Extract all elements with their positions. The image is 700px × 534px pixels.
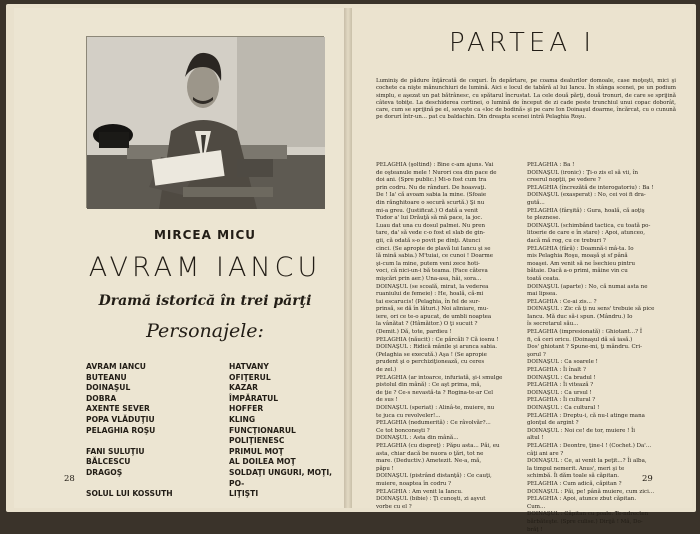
dialogue-line: voci, că nici-un-i bă teama. (Face câteva	[376, 268, 523, 276]
dialogue-line: DOINAŞUL (se scoală, mirat, la vederea	[376, 284, 523, 292]
dialogue-line: pistolul din mână) : Ce aşt prima, mă,	[376, 382, 523, 390]
dialogue-line: DOINAŞUL : Asta din mână...	[376, 435, 523, 443]
dialogue-column-left	[376, 162, 523, 511]
dialogue-line: vorbe cu el ?	[376, 504, 523, 512]
dialogue-line: Cum...	[527, 504, 677, 512]
dialogue-line: PELAGHIA (cu dispreţ) : Păpu asta... Păi, eu	[376, 443, 523, 451]
dialogue-line: PELAGHIA (ar intoarce, infuriată, şi-i smulge	[376, 375, 523, 383]
dialogue-line: de zel.)	[376, 367, 523, 375]
dialogue-line: îs secretarul său...	[527, 321, 677, 329]
cast-name: AXENTE SEVER	[86, 404, 229, 415]
dialogue-line: gii, că odată s-o povit pe dinţi. Atunci	[376, 238, 523, 246]
dialogue-line: altul !	[527, 435, 677, 443]
dialogue-line: DOINAŞUL : Noi ce! de tor, muiere ! Îi	[527, 428, 677, 436]
dialogue-line: muiere, noaptea în codru ?	[376, 481, 523, 489]
dialogue-line: de oşteanule mele ! Nurori cea din pace de	[376, 170, 523, 178]
cast-name: AVRAM IANCU	[86, 362, 229, 373]
cast-name: BUTEANU	[86, 373, 229, 384]
stage-directions: Luminiş de pădure înţărcată de cequri. În depărtare, pe coama dealurilor domoale, case moţeşti, mici şi cochete ca nişte mănunchiuri de lumină. Aici e locul de tabără al lui Iancu. În stânga scenei, pe un podium simplu, e aşezat un pat bătrânesc, cu spătarul încrustat. La cele două părţi, două tronuri, de care se sprijină câteva tobiţe. La deschiderea cortinei, o lumină de început de zi cade peste trunchiul unui copac doborât, care, cum se sprijină pe el, seveşte ca «loc de bodină» şi pe care Ion Doinaşul doarme, încărcat, cu o cunună pe doruri într-un... pat cu baldachin. Din dreapta scenei intră Pelaghia Roşu.	[376, 78, 676, 122]
page-number-right: 29	[642, 474, 653, 484]
part-heading: PARTEA I	[352, 28, 692, 58]
cast-row	[86, 394, 348, 405]
dialogue-line: ruaniului de femeie) : He, hoală, că-mi	[376, 291, 523, 299]
dialogue-line: Luau dat una cu dosul palmei. Nu pren	[376, 223, 523, 231]
cast-row	[86, 362, 348, 373]
dialogue-line: de sus !	[376, 397, 523, 405]
dialogue-line: mare. (Deductiv.) Ametezit. Ne-a, mă,	[376, 458, 523, 466]
cast-row	[86, 468, 348, 489]
dialogue-line: bărbăteşte. (Spre culise.) Dirijă ! Mă, Do-	[527, 519, 677, 527]
dialogue-line: PELAGHIA : Cum adică, căpitan ?	[527, 481, 677, 489]
cast-name: ÎMPĂRATUL	[229, 394, 348, 405]
dialogue-line: cinci. (Se apropie de plavă lui Iancu şi se	[376, 246, 523, 254]
cast-name: HOFFER	[229, 404, 348, 415]
dialogue-line: DOINAŞUL : Zic că ţi nu sens' trebuie să pice	[527, 306, 677, 314]
dialogue-line: prin codru. Nu de rânduri. De hoasvaţi.	[376, 185, 523, 193]
dialogue-line: DOINAŞUL : Ca ursul !	[527, 390, 677, 398]
dialogue-line: PELAGHIA : Deontre, ţine-l ! (Cochet.) Da'...	[527, 443, 677, 451]
dialogue-line: DOINAŞUL : Ridică mânile şi arunca sabia.	[376, 344, 523, 352]
dialogue-line: prinsă, se dă în lături.) Noi aliniare, mu-	[376, 306, 523, 314]
dialogue-line: PELAGHIA (încrezătă de interogatoriu) : Ba !	[527, 185, 677, 193]
dialogue-line: din rănghitoare o secură scurtă.) Şi nu	[376, 200, 523, 208]
dialogue-line: te pleznese.	[527, 215, 677, 223]
dialogue-line: prudent şi o perchiziţionează, cu ceres	[376, 359, 523, 367]
cast-name: LIŢIŞTI	[229, 489, 348, 500]
play-subtitle: Dramă istorică în trei părţi	[76, 293, 334, 309]
dialogue-line: DOINAŞUL (schimbând tactica, cu toată po-	[527, 223, 677, 231]
dialogue-line: DOINAŞUL (ironic) : Ţi-o zis el să vii, în	[527, 170, 677, 178]
author-photo	[86, 36, 324, 208]
dialogue-line: DOINAŞUL : Ca bradul !	[527, 375, 677, 383]
cast-name: OFIŢERUL	[229, 373, 348, 384]
dialogue-line: mai lipsea.	[527, 291, 677, 299]
dialogue-line: doi ani. (Spre public.) Mi-o fost cum tra	[376, 177, 523, 185]
cast-row	[86, 489, 348, 500]
cast-name: FANI SULUŢIU	[86, 447, 229, 458]
dialogue-line: PELAGHIA (năucit) : Ce părcăli ? Că iosnu !	[376, 337, 523, 345]
dialogue-line: DOINAŞUL (pistrând distanţă) : Ce cauţi,	[376, 473, 523, 481]
dialogue-line: PELAGHIA : Îi înalt ?	[527, 367, 677, 375]
cast-name: DOINAŞUL	[86, 383, 229, 394]
dialogue-line: PELAGHIA : Îi vitează ?	[527, 382, 677, 390]
dialogue-line: litoerie de care e în stare) : Apoi, atunceo,	[527, 230, 677, 238]
dialogue-line: PELAGHIA : Dreptu-i, că nu-l atinge mana	[527, 413, 677, 421]
dialogue-line: DOINAŞUL : Ca cultural !	[527, 405, 677, 413]
dialogue-line: şorul ?	[527, 352, 677, 360]
dialogue-line: şi-cum la mine, putem veni zece hoti-	[376, 261, 523, 269]
dialogue-line: DOINAŞUL : Ce, ai venit la peţit...? Îi alba,	[527, 458, 677, 466]
dialogue-column-right	[527, 162, 677, 534]
cast-name: KLING	[229, 415, 348, 426]
dialogue-line: PELAGHIA (fâră) : Doamnă-i mâ-ta. Io	[527, 246, 677, 254]
dialogue-line: de ţie ? Ce-s nevastă-ta ? Rogina-te-ar Cel	[376, 390, 523, 398]
dialogue-line: asta, chiar dacă be nuora o ţări, tot ne	[376, 451, 523, 459]
dialogue-line: Tudor a' lui Drăuţă să mă pace, la joc.	[376, 215, 523, 223]
dialogue-line: tare, da' să vede c-o fost el slab de gin-	[376, 230, 523, 238]
cast-row	[86, 404, 348, 415]
dialogue-line: schimbă. Îi dăm toale să căpitan.	[527, 473, 677, 481]
dialogue-line: (Demit.) Dă, tote, pardieu !	[376, 329, 523, 337]
dialogue-line: toată ceata.	[527, 276, 677, 284]
cast-name: SOLDAŢI UNGURI, MOŢI, PO-	[229, 468, 348, 489]
dialogue-line: mi-a greu. (Justificat.) O dată a venit	[376, 208, 523, 216]
cast-row	[86, 457, 348, 468]
dialogue-line: gută...	[527, 200, 677, 208]
dialogue-line: PELAGHIA (şoltind) : Bine c-am ajuns. Vai	[376, 162, 523, 170]
cast-name: POPA VLĂDUŢIU	[86, 415, 229, 426]
dialogue-line: la vânătat ? (Hâmăitor.) O ţi sucuit ?	[376, 321, 523, 329]
cast-name: FUNCŢIONARUL POLIŢIENESC	[229, 426, 348, 447]
dialogue-line: dacă mă rog, cu ce treburi ?	[527, 238, 677, 246]
dialogue-line: DOINAŞUL : Păi, pe! până muiere, cum zici...	[527, 489, 677, 497]
cast-row	[86, 373, 348, 384]
author-name: MIRCEA MICU	[86, 228, 324, 242]
cast-name: DOBRA	[86, 394, 229, 405]
dialogue-line: creerul nopţii, pe vedere ?	[527, 177, 677, 185]
cast-name: AL DOILEA MOŢ	[229, 457, 348, 468]
dialogue-line: păpu !	[376, 466, 523, 474]
dialogue-line: câţi ani are ?	[527, 451, 677, 459]
cast-row	[86, 447, 348, 458]
dialogue-line: PELAGHIA : Am venit la Iancu.	[376, 489, 523, 497]
cast-row	[86, 383, 348, 394]
dialogue-line: Ce tot bonconeşti ?	[376, 428, 523, 436]
dialogue-line: lă mină sabia.) M'tuiai, ce cunoi ! Doarme	[376, 253, 523, 261]
play-title: AVRAM IANCU	[76, 252, 334, 283]
dialogue-line: (Pelaghia se execută.) Aşa ! (Se apropie	[376, 352, 523, 360]
dialogue-line: DOINAŞUL : Ca soarele !	[527, 359, 677, 367]
cast-name: DRAGOŞ	[86, 468, 229, 489]
cast-name: BĂLCESCU	[86, 457, 229, 468]
dialogue-line: iere, ori ce te-o apucat, de umbli noaptea	[376, 314, 523, 322]
dialogue-line: PELAGHIA : Ce-ai zis... ?	[527, 299, 677, 307]
dialogue-line: De ! Ia' că avoam sabia la mine. (Sfoaie	[376, 192, 523, 200]
cast-name: PRIMUL MOŢ	[229, 447, 348, 458]
dialogue-line: PELAGHIA : Ba !	[527, 162, 677, 170]
dialogue-line: DOINAŞUL (bibie) : Ţi cunoşti, zi aşvut	[376, 496, 523, 504]
dialogue-line: la timpul nemerit. Anus', meri şi te	[527, 466, 677, 474]
dialogue-line: te juca cu revolveler!...	[376, 413, 523, 421]
dialogue-line: bătaie. Dacă a-o primi, mâine vin cu	[527, 268, 677, 276]
dialogue-line: Dos' ghiotant ? Spune-mi, ţi mândru. Cri-	[527, 344, 677, 352]
cast-name: KAZAR	[229, 383, 348, 394]
dialogue-line: DOINAŞUL (speriat) : Alinâ-te, muiere, nu	[376, 405, 523, 413]
dialogue-line: glonţul de argint ?	[527, 420, 677, 428]
cast-row	[86, 415, 348, 426]
dialogue-line: Iancu. Mă duc să-i spun. (Mândru.) Io	[527, 314, 677, 322]
dialogue-line: PELAGHIA : Îi cultural ?	[527, 397, 677, 405]
dialogue-line: PELAGHIA (impresionată) : Ghiotant...? Î	[527, 329, 677, 337]
cast-row	[86, 426, 348, 447]
dialogue-line: mis Pelaghia Roşu, moaşă şi sf până	[527, 253, 677, 261]
dialogue-line: PELAGHIA : Apoi, atunce zbut căpitan.	[527, 496, 677, 504]
characters-heading: Personajele:	[76, 320, 334, 342]
cast-list	[86, 362, 348, 500]
dialogue-line: brăţ !	[527, 527, 677, 534]
dialogue-line: moaşei. Am venit să ne îsechieu pintru	[527, 261, 677, 269]
dialogue-line: PELAGHIA (fârşită) : Gura, hoală, că aoţiş	[527, 208, 677, 216]
dialogue-line: mişcări prin aer.) Una-asa, hâi, sora...	[376, 276, 523, 284]
dialogue-line: fi, că ceri oricu. (Doinaşul dă să iasă.)	[527, 337, 677, 345]
cast-name: SOLUL LUI KOSSUTH	[86, 489, 229, 500]
dialogue-line: DOINAŞUL : Căpitan cu poale. Te-ndrecten	[527, 511, 677, 519]
dialogue-line: tai escarucis! (Pelaghia, în fel de sur-	[376, 299, 523, 307]
dialogue-line: DOINAŞUL (aparte) : No, că numai asta ne	[527, 284, 677, 292]
dialogue-line: PELAGHIA (nedumerită) : Ce râvolvăr?...	[376, 420, 523, 428]
cast-name: HATVANY	[229, 362, 348, 373]
cast-name: PELAGHIA ROŞU	[86, 426, 229, 447]
page-number-left: 28	[64, 474, 75, 484]
dialogue-line: DOINAŞUL (exasperat) : No, cei voi fi dra-	[527, 192, 677, 200]
